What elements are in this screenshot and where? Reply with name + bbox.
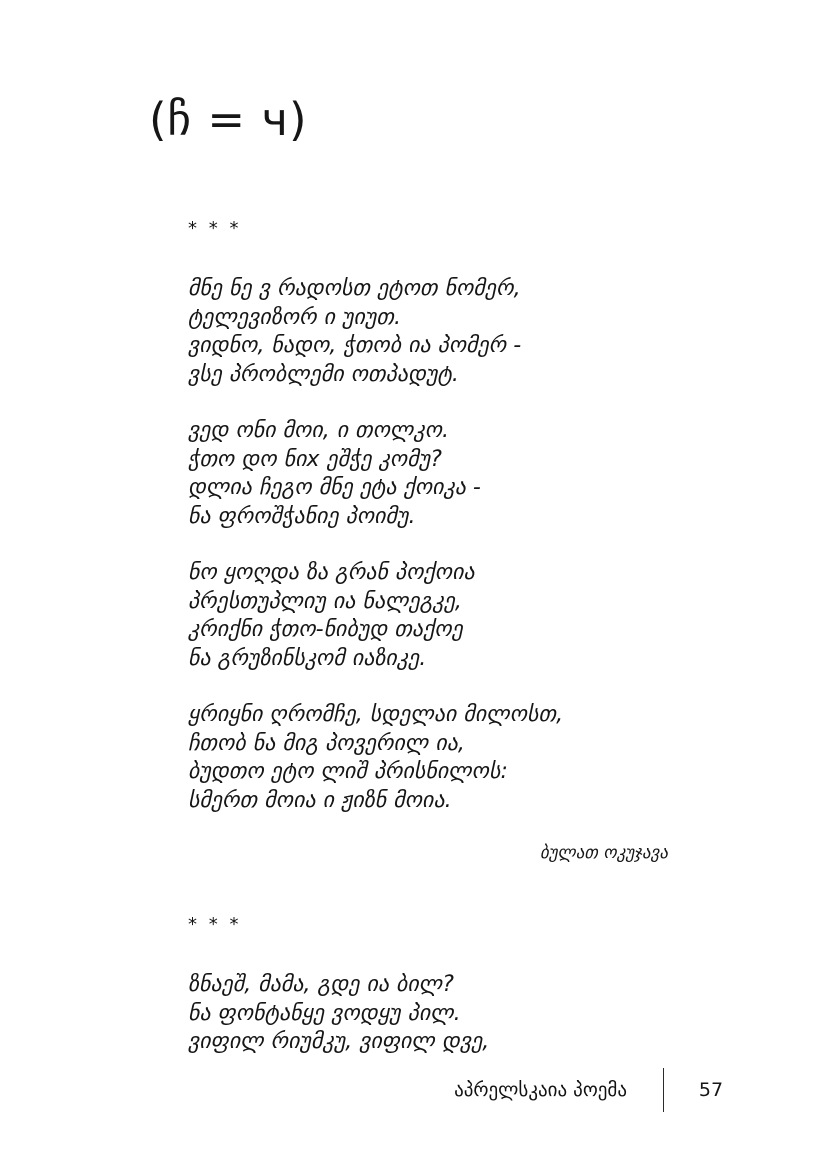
poem-line: ყრიყნი ღრომჩე, სდელაი მილოსთ, <box>188 702 564 727</box>
poem-line: ზნაეშ, მამა, გდე ია ბილ? <box>188 972 454 997</box>
poem-line: ნა გრუზინსკომ იაზიკე. <box>188 645 427 671</box>
poem-line: სმერთ მოია ი ჟიზნ მოია. <box>188 787 452 813</box>
stanza-5 <box>188 971 668 1057</box>
stanza-1 <box>188 275 668 389</box>
poem-separator-1: * * * <box>188 218 242 239</box>
poem-line: ვსე პრობლემი ოთპადუტ. <box>188 361 459 387</box>
poem-line: ვიდნო, ნადო, ჭთობ ია პომერ - <box>188 333 522 358</box>
page-footer <box>454 1068 758 1112</box>
poem-column <box>188 218 668 1057</box>
poem-line: კრიქნი ჭთო-ნიბუდ თაქოე <box>188 617 463 642</box>
poem-line: ნა ფროშჭანიე პოიმუ. <box>188 503 416 529</box>
poem-line: ნა ფონტანყე ვოდყუ პილ. <box>188 1000 461 1026</box>
stanza-2 <box>188 417 668 531</box>
poem-line: მნე ნე ვ რადოსთ ეტოთ ნომერ, <box>188 276 521 301</box>
poem-separator-2: * * * <box>188 914 242 935</box>
poem-line: ბუდთო ეტო ლიშ პრისნილოს: <box>188 759 508 784</box>
poem-line: ნო ყოღდა ზა გრან პოქოია <box>188 560 475 585</box>
poem-line: ვედ ონი მოი, ი თოლკო. <box>188 418 449 443</box>
poem-line: ვიფილ რიუმკუ, ვიფილ დვე, <box>188 1029 490 1054</box>
poem-attribution: ბულათ ოკუჯავა <box>539 843 668 863</box>
stanza-3 <box>188 559 668 673</box>
running-title: აპრელსკაია პოემა <box>454 1079 627 1101</box>
stanza-4 <box>188 701 668 815</box>
poem-line: ჭთო დო ნიx ეშჭე კომუ? <box>188 446 442 472</box>
poem-line: ტელევიზორ ი უიუთ. <box>188 304 401 330</box>
chapter-heading: (ჩ = ч) <box>149 93 308 146</box>
page-number: 57 <box>698 1079 724 1101</box>
poem-line: დლია ჩეგო მნე ეტა ქოიკა - <box>188 475 481 500</box>
poem-line: ჩთობ ნა მიგ პოვერილ ია, <box>188 730 465 756</box>
poem-line: პრესთუპლიუ ია ნალეგკე, <box>188 588 462 614</box>
